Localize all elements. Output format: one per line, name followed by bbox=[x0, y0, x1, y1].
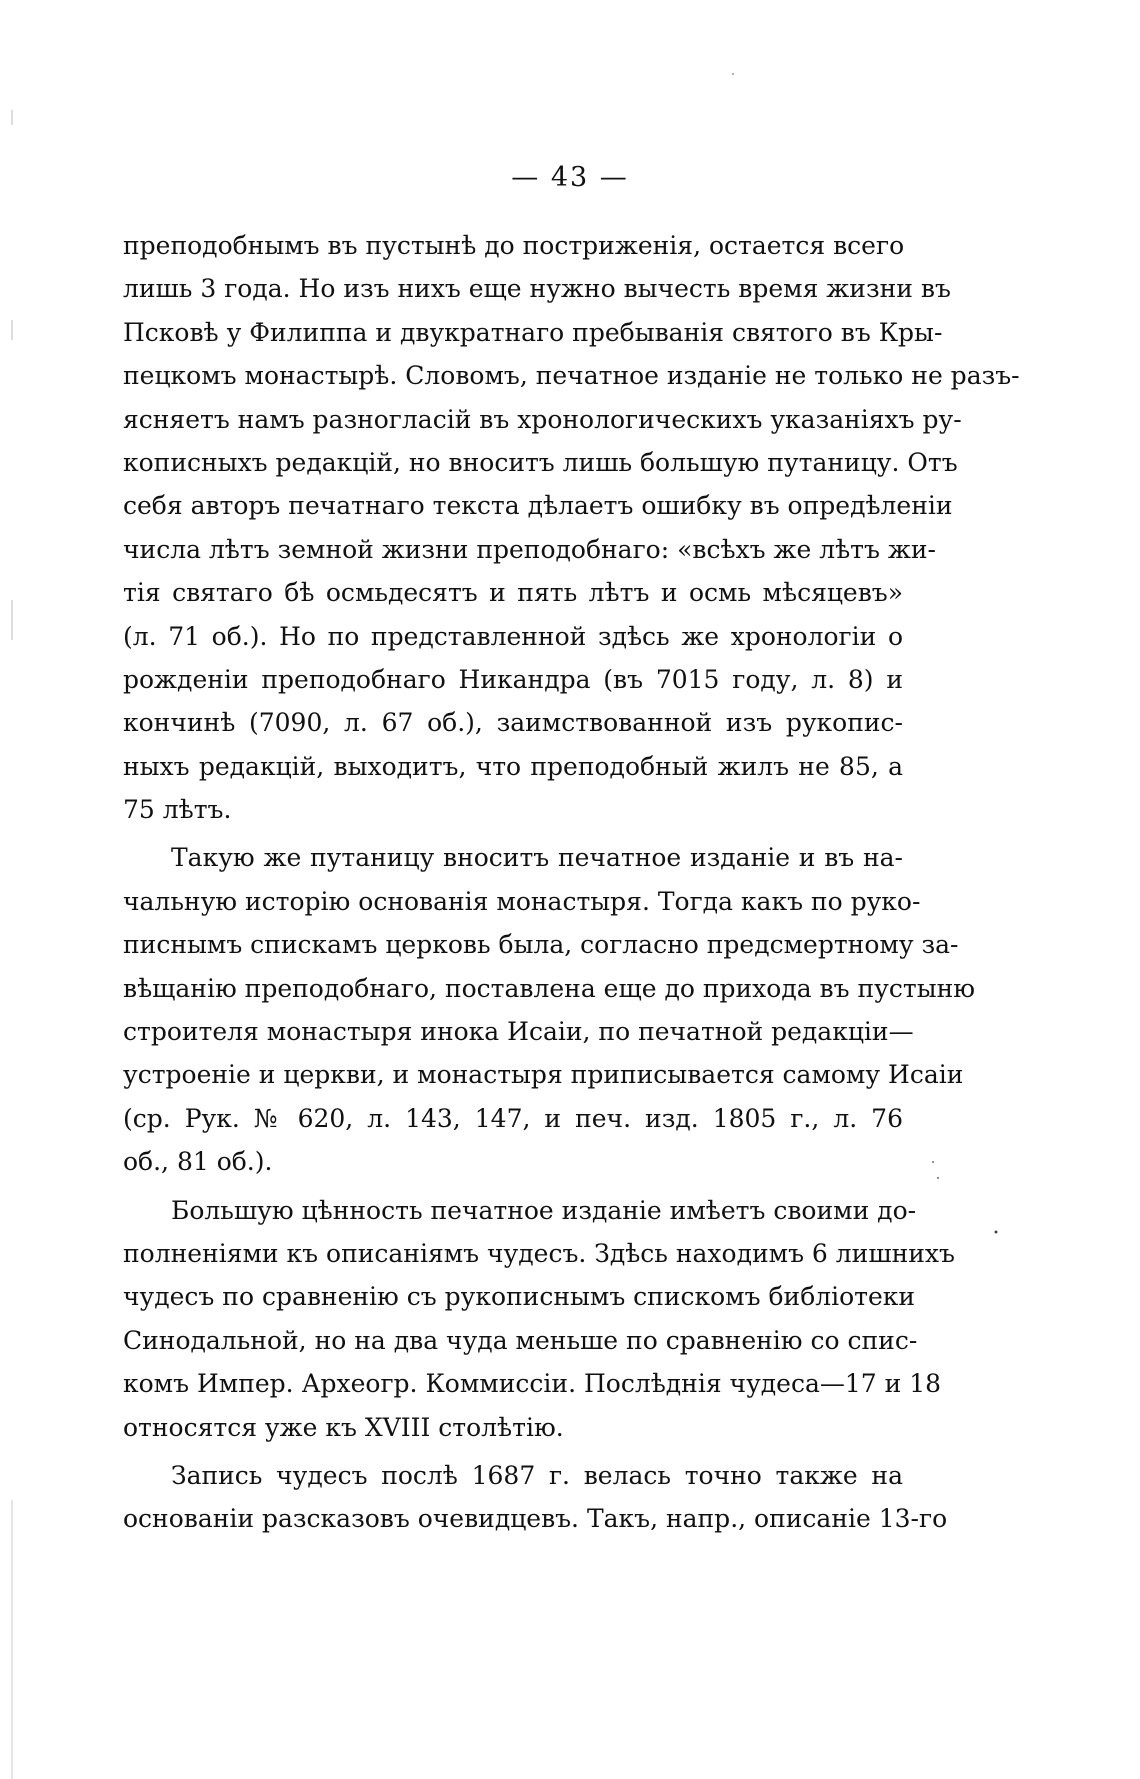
text-line: писнымъ спискамъ церковь была, согласно предсмертному за- bbox=[123, 930, 959, 960]
text-line: преподобнымъ въ пустынѣ до постриженія, остается всего bbox=[123, 231, 905, 260]
text-line: Большую цѣнность печатное изданіе имѣетъ своими до- bbox=[171, 1195, 917, 1225]
text-line: ныхъ редакцій, выходитъ, что преподобный жилъ не 85, а bbox=[123, 751, 903, 781]
text-line: Псковѣ у Филиппа и двукратнаго пребыванія святого въ Кры- bbox=[123, 317, 943, 347]
text-line: Запись чудесъ послѣ 1687 г. велась точно также на bbox=[171, 1460, 903, 1490]
text-line: вѣщанію преподобнаго, поставлена еще до прихода въ пустыню bbox=[123, 973, 976, 1003]
text-line: строителя монастыря инока Исаіи, по печатной редакціи— bbox=[123, 1017, 914, 1047]
text-line: чальную исторію основанія монастыря. Тогда какъ по руко- bbox=[123, 886, 921, 916]
speck bbox=[937, 1177, 939, 1179]
text-line: кописныхъ редакцій, но вноситъ лишь большую путаницу. Отъ bbox=[123, 447, 958, 477]
text-line: кончинѣ (7090, л. 67 об.), заимствованной изъ рукопис- bbox=[123, 708, 903, 738]
paragraph bbox=[123, 224, 1020, 831]
text-line: 75 лѣтъ. bbox=[123, 795, 232, 825]
text-line: об., 81 об.). bbox=[123, 1147, 273, 1177]
text-line: Такую же путаницу вноситъ печатное изданіе и въ на- bbox=[171, 843, 903, 873]
page-number: — 43 — bbox=[511, 162, 629, 193]
body-text bbox=[123, 224, 1020, 1541]
paragraph bbox=[123, 1454, 948, 1541]
text-line: (ср. Рук. № 620, л. 143, 147, и печ. изд. 1805 г., л. 76 bbox=[123, 1103, 903, 1133]
text-line: чудесъ по сравненію съ рукописнымъ спискомъ библіотеки bbox=[123, 1282, 916, 1312]
speck bbox=[732, 73, 734, 75]
text-line: Синодальной, но на два чуда меньше по сравненію со спис- bbox=[123, 1325, 918, 1355]
paragraph bbox=[123, 1189, 955, 1449]
paragraph bbox=[123, 836, 976, 1183]
text-line: ясняетъ намъ разногласій въ хронологическихъ указаніяхъ ру- bbox=[123, 404, 962, 434]
text-line: устроеніе и церкви, и монастыря приписывается самому Исаіи bbox=[123, 1060, 964, 1090]
text-line: комъ Импер. Археогр. Коммиссіи. Послѣднія чудеса—17 и 18 bbox=[123, 1369, 942, 1399]
text-line: себя авторъ печатнаго текста дѣлаетъ ошибку въ опредѣленіи bbox=[123, 491, 953, 521]
text-line: лишь 3 года. Но изъ нихъ еще нужно вычесть время жизни въ bbox=[123, 274, 951, 304]
text-line: основаніи разсказовъ очевидцевъ. Такъ, напр., описаніе 13-го bbox=[123, 1504, 948, 1534]
text-line: числа лѣтъ земной жизни преподобнаго: «всѣхъ же лѣтъ жи- bbox=[123, 534, 936, 564]
text-line: тія святаго бѣ осмьдесятъ и пять лѣтъ и осмь мѣсяцевъ» bbox=[123, 578, 903, 608]
text-line: полненіями къ описаніямъ чудесъ. Здѣсь находимъ 6 лишнихъ bbox=[123, 1238, 955, 1268]
text-line: относятся уже къ XVIII столѣтію. bbox=[123, 1412, 564, 1442]
text-line: (л. 71 об.). Но по представленной здѣсь же хронологіи о bbox=[123, 621, 903, 651]
text-line: рожденіи преподобнаго Никандра (въ 7015 году, л. 8) и bbox=[123, 664, 903, 694]
speck bbox=[932, 1161, 934, 1163]
speck bbox=[995, 1231, 998, 1234]
text-line: пецкомъ монастырѣ. Словомъ, печатное изданіе не только не разъ- bbox=[123, 361, 1020, 391]
